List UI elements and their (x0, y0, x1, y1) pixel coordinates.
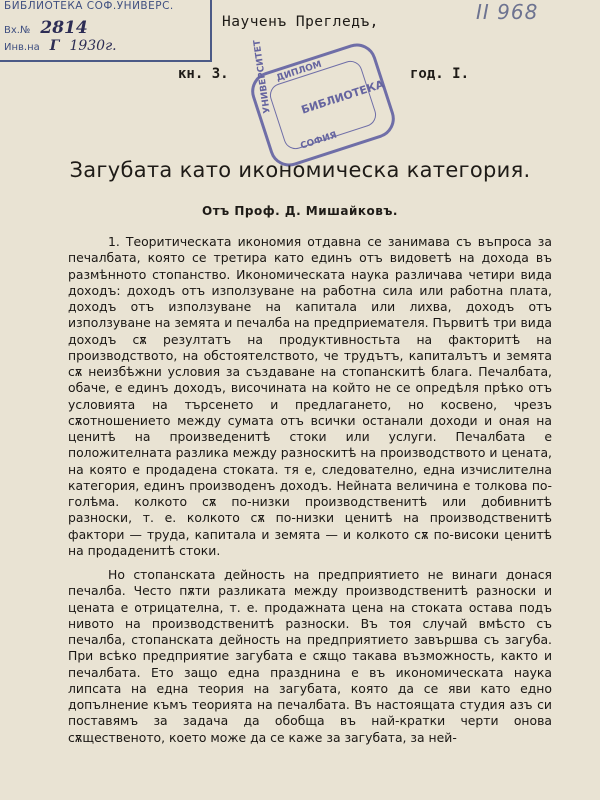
round-stamp-bottom-text: СОФИЯ (299, 130, 339, 152)
handwritten-catalog-number: II 968 (476, 0, 539, 24)
library-stamp-year: 1930г. (69, 38, 117, 54)
library-stamp-entry-label: Вх.№ (4, 25, 31, 36)
library-stamp-entry-number: 2814 (40, 18, 88, 38)
library-stamp-inventory-label: Инв.на (4, 42, 40, 53)
article-title: Загубата като икономическа категория. (69, 158, 531, 182)
paragraph-1: 1. Теоритическата икономия отдавна се занимава съ въпроса за печалбата, която се третира като единъ отъ видоветѣ на дохода въ размѣнното стопанство. Икономическата наука различава четири вида доходъ: доходъ отъ използуване на работна сила или работна плата, доходъ отъ използуване на капитала или лихва, доходъ отъ използуване на земята и печалба на предприемателя. Първитѣ три вида доходъ сѫ резултатъ на продуктивностьта на факторитѣ на производството, на обстоятелството, че трудътъ, капиталътъ и земята сѫ неизбѣжни условия за създаване на стопанскитѣ блага. Печалбата, обаче, е единъ доходъ, височината на който не се опредѣля прѣко отъ условията на търсенето и предлагането, но косвено, чрезъ сѫотношението между сумата отъ всички останали доходи и оная на ценитѣ на произведенитѣ стоки или услуги. Печалбата е положителната разлика между разноскитѣ на производството и цената, на която е продадена стоката. тя е, следователно, една изчислителна категория, единъ производенъ доходъ. Нейната величина е толкова по-голѣма. колкото сѫ по-низки производственитѣ или добивнитѣ разноски, т. е. колкото сѫ по-низки ценитѣ на производственитѣ фактори — труда, капитала и земята — и колкото сѫ по-високи ценитѣ на продаденитѣ стоки. (68, 234, 552, 558)
library-stamp-inventory-value: Г (49, 38, 60, 54)
volume-year: год. I. (410, 66, 470, 82)
article-author: Отъ Проф. Д. Мишайковъ. (202, 204, 398, 218)
paragraph-2: Но стопанската дейность на предприятието не винаги донася печалба. Често пѫти разликата между производственитѣ разноски и цената е отрицателна, т. е. продажната цена на стоката остава подъ нивото на производственитѣ разноски. Въ тоя случай вмѣсто съ печалба, стопанската дейность на предприятието завършва съ загуба. При всѣко предприятие загубата е сѫщо такава възможность, както и печалбата. Ето защо една празднина е въ икономическата наука липсата на една теория на загубата, която да се яви като едно допълнение къмъ теорията на печалбата. Въ настоящата студия азъ си поставямъ за задача да обобща въ най-кратки черти онова сѫщественото, което може да се каже за загубата, за ней- (68, 567, 552, 745)
round-stamp-side-text: УНИВЕРСИТЕТ (252, 39, 273, 115)
issue-number: кн. 3. (178, 66, 229, 82)
library-stamp-line2 (4, 18, 88, 38)
university-round-stamp (246, 38, 400, 171)
round-stamp-top-text: ДИПЛОМ (275, 59, 324, 84)
round-stamp-center-text: БИБЛИОТЕКА (299, 77, 386, 117)
library-stamp-line3 (4, 38, 117, 54)
article-body (68, 234, 552, 746)
library-stamp (0, 0, 212, 62)
library-stamp-line1: БИБЛИОТЕКА СОФ.УНИВЕРС. (4, 0, 174, 12)
journal-name: Наученъ Прегледъ, (222, 14, 379, 30)
